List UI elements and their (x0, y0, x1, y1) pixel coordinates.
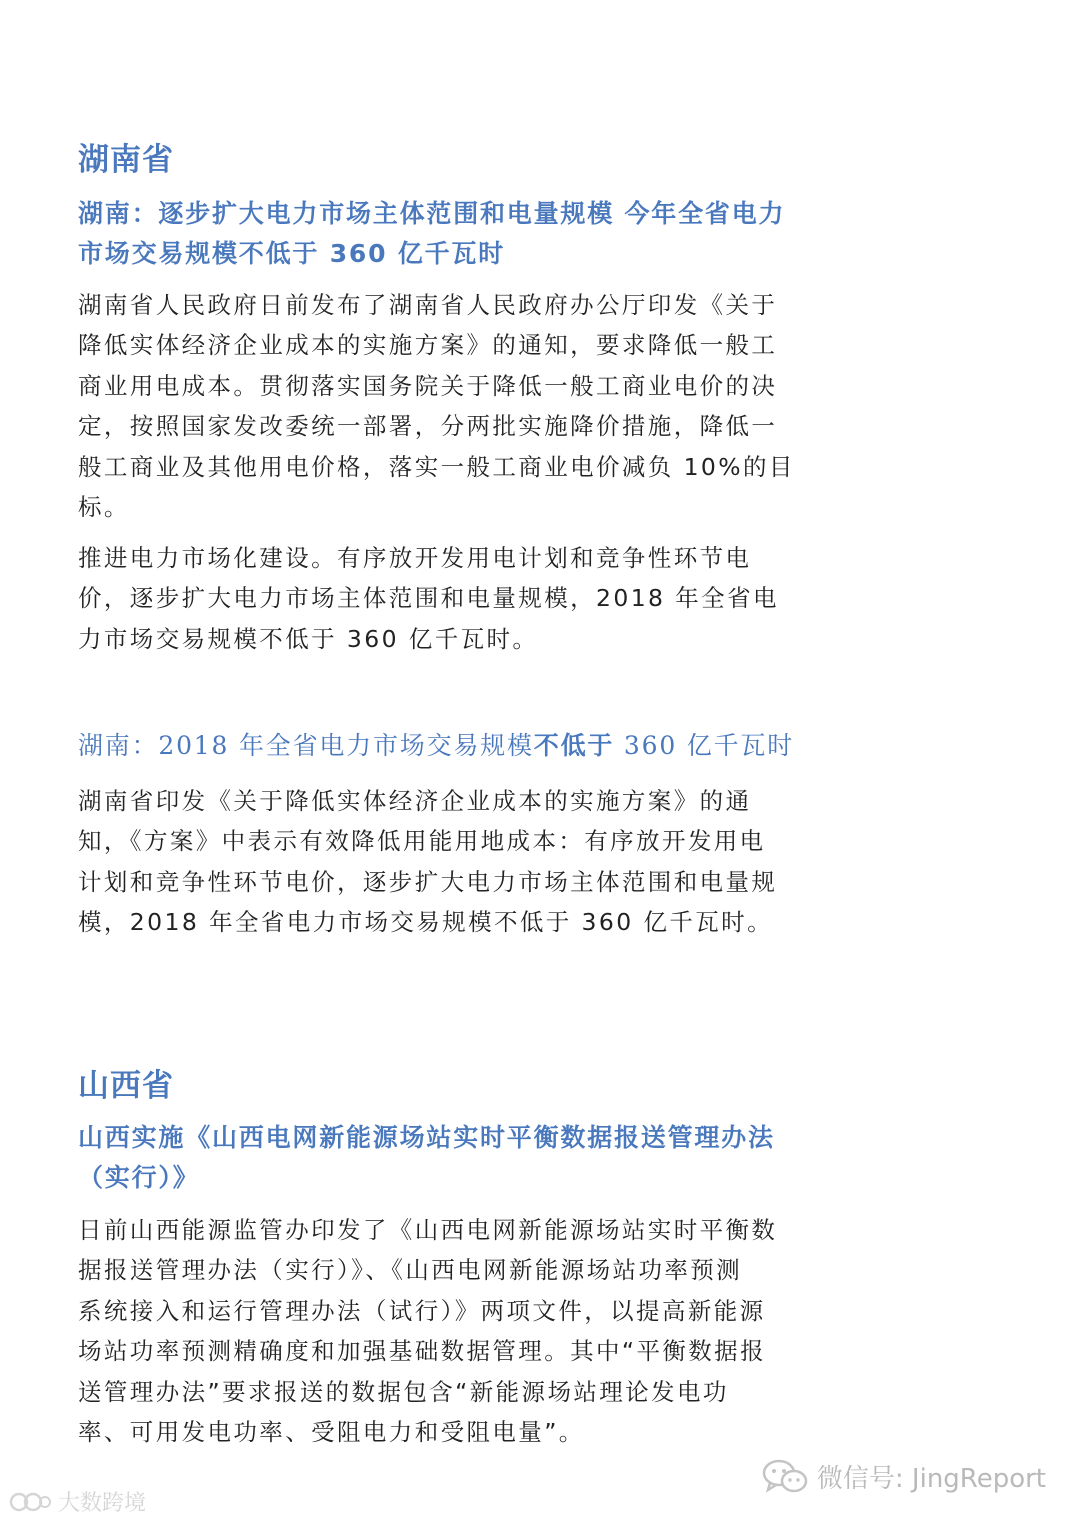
corner-watermark-text: 大数跨境 (58, 1491, 147, 1516)
text-line: 日前山西能源监管办印发了《山西电网新能源场站实时平衡数 (78, 1216, 778, 1244)
article-title-line: 山西实施《山西电网新能源场站实时平衡数据报送管理办法 (78, 1123, 775, 1152)
text-line: 湖南省人民政府日前发布了湖南省人民政府办公厅印发《关于 (78, 291, 778, 319)
article-title-3 (78, 1118, 868, 1198)
wechat-watermark (761, 1456, 1046, 1496)
text-line: 般工商业及其他用电价格，落实一般工商业电价减负 10%的目 (78, 452, 795, 481)
text-line: 价，逐步扩大电力市场主体范围和电量规模，2018 年全省电 (78, 584, 779, 613)
article-title-line (78, 726, 868, 766)
wechat-watermark-text: 微信号: JingReport (816, 1463, 1046, 1494)
article-1-paragraph-2 (78, 538, 868, 659)
article-title-part: 湖南：2018 年全省电力市场交易规模 (78, 731, 534, 760)
logo-icon (8, 1489, 52, 1515)
section-heading-shanxi: 山西省 (78, 1068, 174, 1104)
section-heading-hunan: 湖南省 (78, 142, 174, 178)
article-title-2 (78, 726, 868, 766)
text-line: 知，《方案》中表示有效降低用能用地成本：有序放开发用电 (78, 827, 766, 856)
text-line: 场站功率预测精确度和加强基础数据管理。其中“平衡数据报 (78, 1337, 766, 1366)
text-line: 力市场交易规模不低于 360 亿千瓦时。 (78, 624, 539, 653)
text-line: 据报送管理办法（实行）》、《山西电网新能源场站功率预测 (78, 1256, 743, 1285)
article-title-emphasis: 不低于 (533, 731, 615, 760)
article-title-line: 市场交易规模不低于 360 亿千瓦时 (78, 239, 505, 268)
text-line: 推进电力市场化建设。有序放开发用电计划和竞争性环节电 (78, 544, 752, 572)
wechat-icon (761, 1456, 809, 1496)
corner-watermark (8, 1486, 146, 1517)
text-line: 送管理办法”要求报送的数据包含“新能源场站理论发电功 (78, 1377, 729, 1406)
article-title-line: （实行）》 (78, 1163, 200, 1192)
text-line: 模，2018 年全省电力市场交易规模不低于 360 亿千瓦时。 (78, 908, 773, 937)
article-title-part: 360 亿千瓦时 (614, 731, 794, 760)
text-line: 计划和竞争性环节电价，逐步扩大电力市场主体范围和电量规 (78, 867, 778, 896)
text-line: 率、可用发电功率、受阻电力和受阻电量”。 (78, 1418, 585, 1447)
article-title-line: 湖南：逐步扩大电力市场主体范围和电量规模 今年全省电力 (78, 199, 786, 228)
article-1-paragraph-1 (78, 285, 868, 527)
text-line: 定，按照国家发改委统一部署，分两批实施降价措施，降低一 (78, 412, 778, 441)
text-line: 湖南省印发《关于降低实体经济企业成本的实施方案》的通 (78, 787, 752, 815)
article-2-paragraph-1 (78, 781, 868, 943)
article-title-1 (78, 194, 868, 274)
text-line: 降低实体经济企业成本的实施方案》的通知，要求降低一般工 (78, 331, 778, 360)
article-3-paragraph-1 (78, 1210, 868, 1452)
text-line: 标。 (78, 493, 130, 522)
text-line: 系统接入和运行管理办法（试行）》两项文件，以提高新能源 (78, 1296, 766, 1325)
text-line: 商业用电成本。贯彻落实国务院关于降低一般工商业电价的决 (78, 371, 778, 400)
